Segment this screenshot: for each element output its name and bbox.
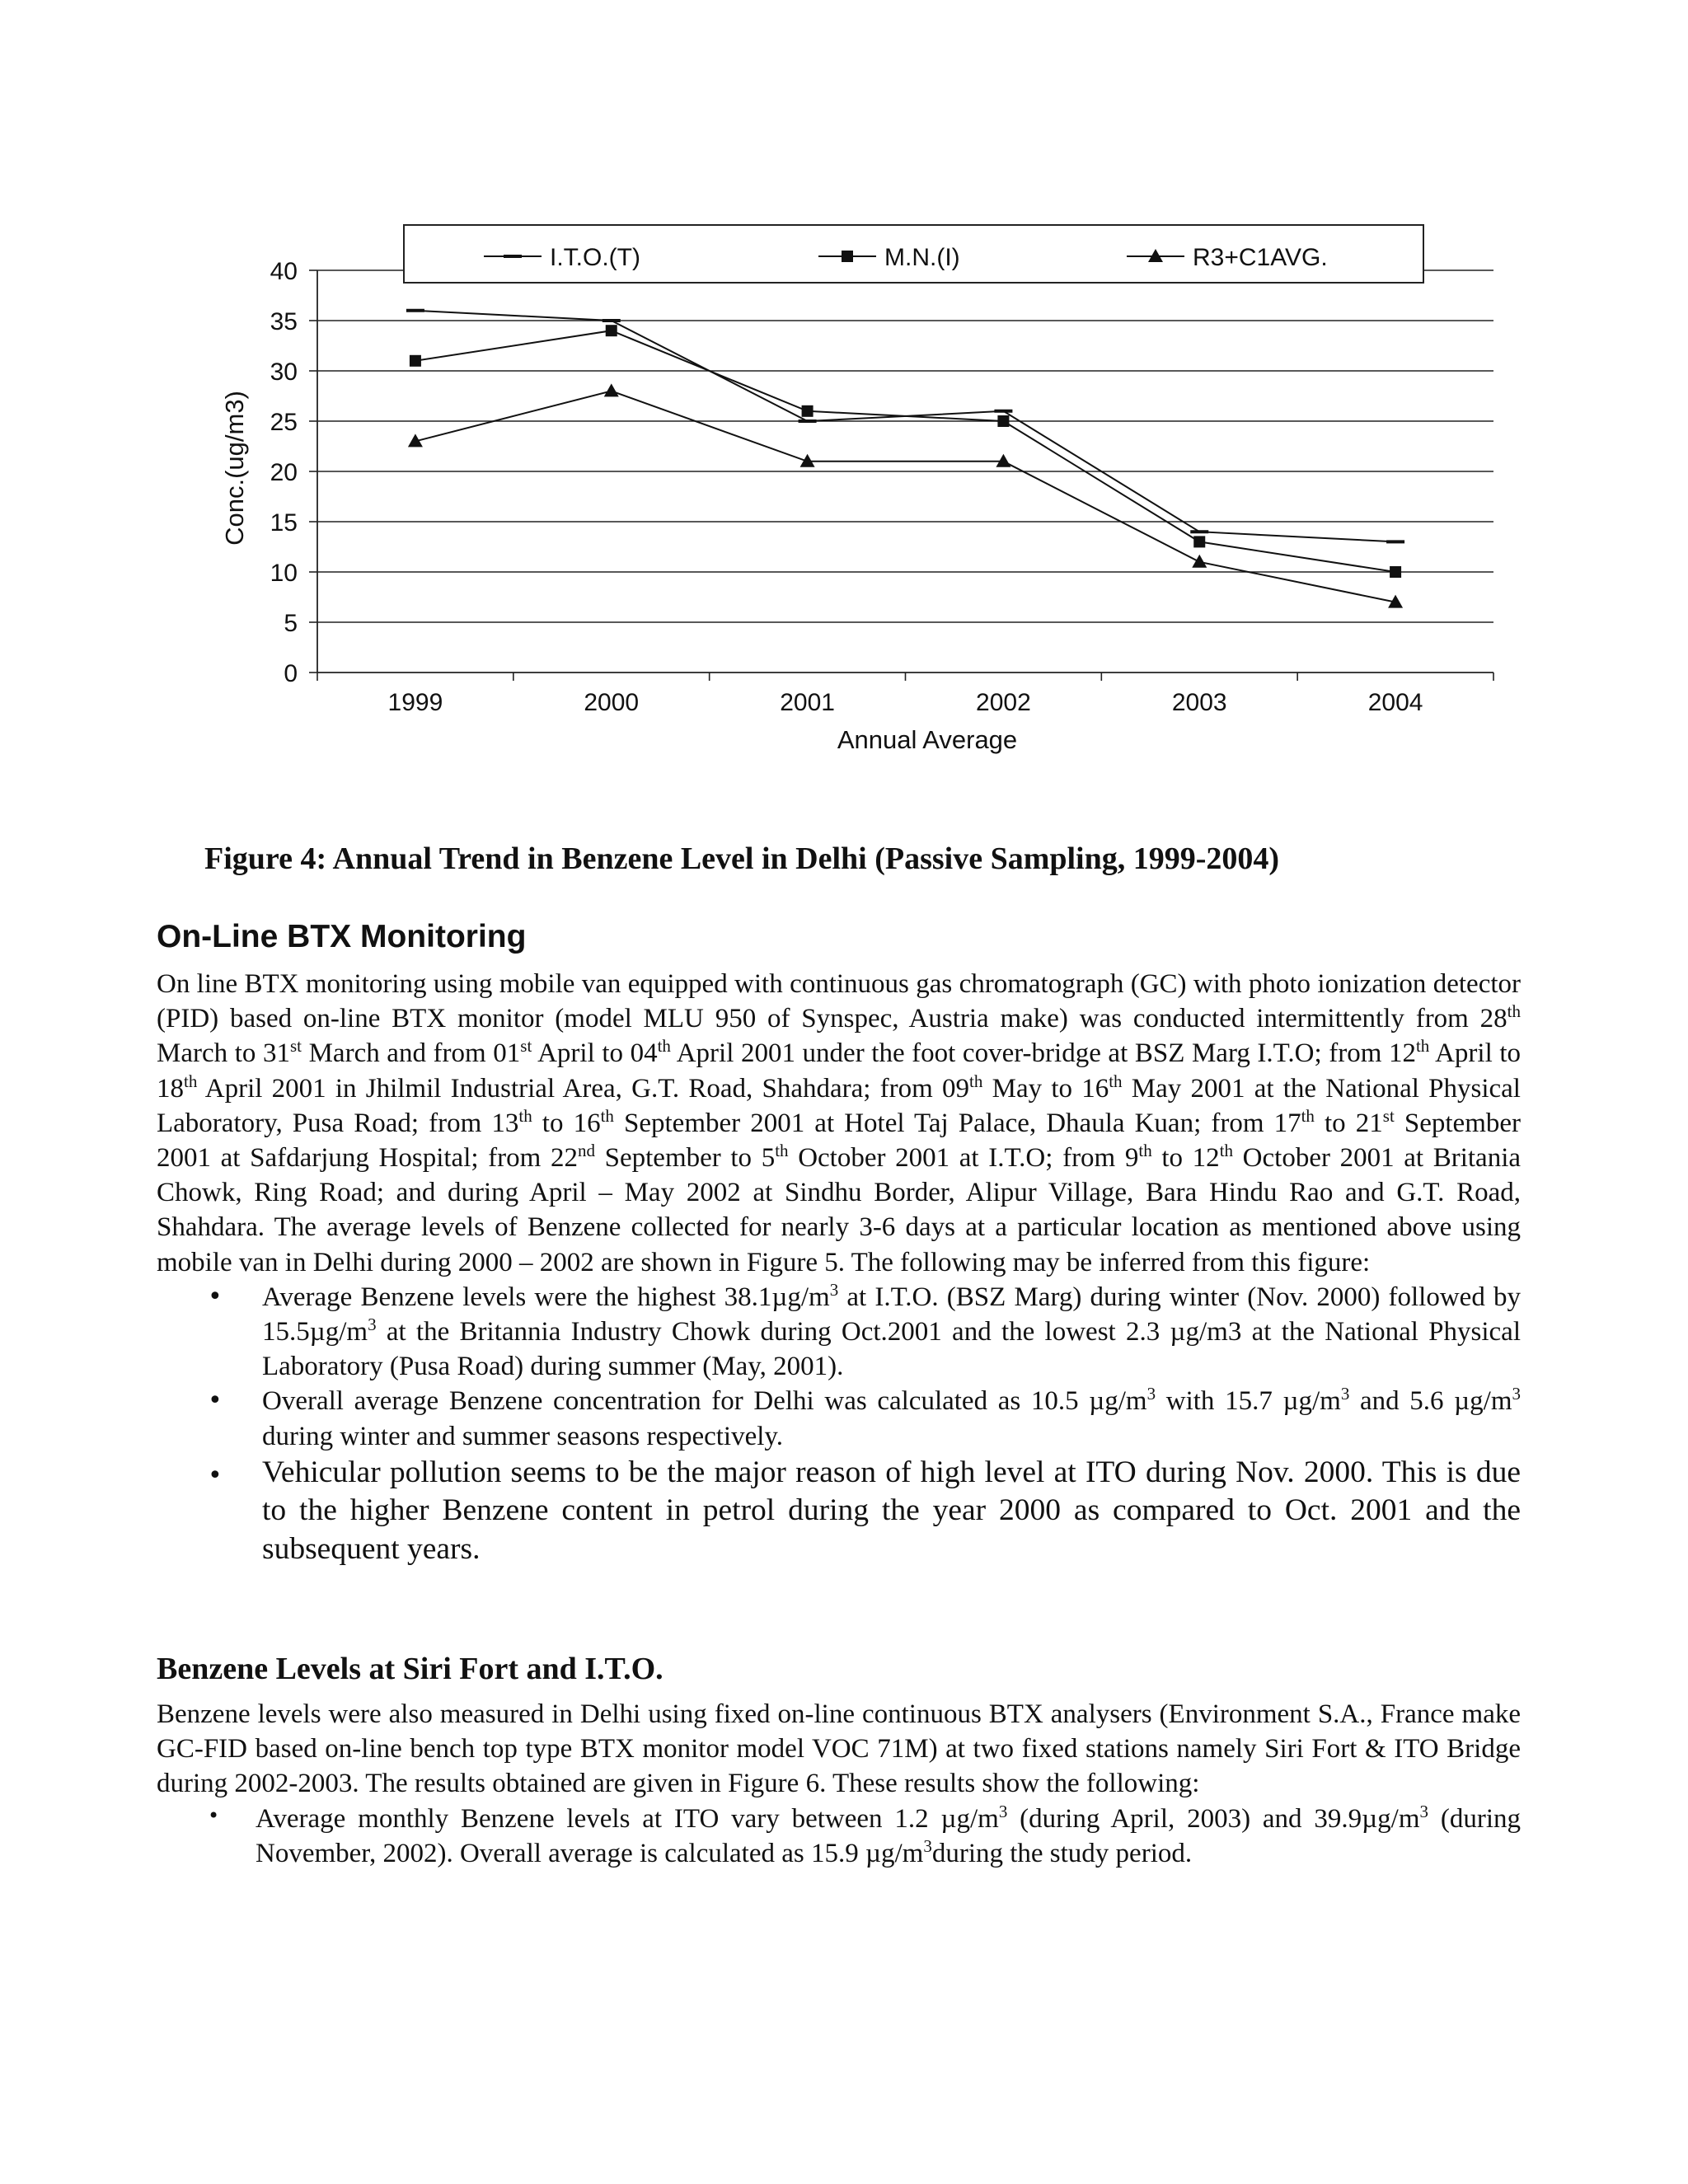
benzene-trend-chart [0,0,1688,824]
figure-caption: Figure 4: Annual Trend in Benzene Level in Delhi (Passive Sampling, 1999-2004) [204,841,1280,876]
y-tick-label: 0 [284,660,298,687]
chart-series [406,311,1404,608]
point-square [606,325,617,336]
section-online-btx [157,919,1521,1568]
series-line [415,330,1395,572]
point-square [842,251,853,262]
paragraph: Benzene levels were also measured in Delhi using fixed on-line continuous BTX analysers (Environment S.A., France make GC-FID based on-line bench top type BTX monitor model VOC 71M) at two fixed stations namely Siri Fort & ITO Bridge during 2002-2003. The results obtained are given in Figure 6. These results show the following: [157,1699,1521,1799]
point-square [802,405,814,417]
y-tick-label: 35 [270,308,298,335]
section-siri-fort-ito [157,1651,1521,1871]
chart-axes [270,258,1493,716]
y-tick-label: 5 [284,610,298,637]
list-item: • Vehicular pollution seems to be the major reason of high level at ITO during Nov. 2000. This is due to the higher Benzene content in petrol during the year 2000 as compared to Oct. 2001 and the subsequent years. [208,1455,1521,1566]
y-axis-label: Conc.(ug/m3) [220,391,249,546]
y-tick-label: 15 [270,509,298,537]
bullet-icon: • [208,1460,223,1490]
bullet-list [157,1802,1521,1871]
y-tick-label: 30 [270,359,298,386]
bullet-icon: • [208,1386,223,1416]
series-group [408,383,1403,607]
list-item: • Average Benzene levels were the highest $38.1\mu g/m^3$ at I.T.O. (BSZ Marg) during winter (Nov. 2000) followed by $15.5\mu g/m^3$ at the Britannia Industry Chowk during Oct.2001 and the lowest 2.3 µg/m3 at the National Physical Laboratory (Pusa Road) during summer (May, 2001). [208,1279,1521,1382]
x-tick-label: 2003 [1171,689,1227,716]
legend-label: M.N.(I) [884,244,960,271]
bullet-icon: • [208,1282,223,1311]
x-tick-label: 2002 [976,689,1031,716]
point-triangle [1192,555,1207,568]
chart-gridlines [317,270,1493,622]
y-tick-label: 10 [270,560,298,587]
point-square [1193,536,1205,547]
x-tick-label: 2004 [1367,689,1423,716]
series-group [406,311,1404,542]
bullet-icon: • [208,1803,220,1827]
legend-label: I.T.O.(T) [550,244,640,271]
point-triangle [604,383,619,396]
series-line [415,311,1395,542]
series-group [410,325,1401,578]
y-tick-label: 40 [270,258,298,285]
section-heading: On-Line BTX Monitoring [157,919,527,954]
paragraph: On line BTX monitoring using mobile van equipped with continuous gas chromatograph (GC) with photo ionization detector (PID) based on-line BTX monitor (model MLU 950 of Synspec, Austria make) was conducted intermittently from 28th March to 31st March and from 01st April to 04th April 2001 under the foot cover-bridge at BSZ Marg I.T.O; from 12th April to 18th April 2001 in Jhilmil Industrial Area, G.T. Road, Shahdara; from 09th May to 16th May 2001 at the National Physical Laboratory, Pusa Road; from 13th to 16th September 2001 at Hotel Taj Palace, Dhaula Kuan; from 17th to 21st September 2001 at Safdarjung Hospital; from 22nd September to 5th October 2001 at I.T.O; from 9th to 12th October 2001 at Britania Chowk, Ring Road; and during April – May 2002 at Sindhu Border, Alipur Village, Bara Hindu Rao and G.T. Road, Shahdara. The average levels of Benzene collected for nearly 3-6 days at a particular location as mentioned above using mobile van in Delhi during 2000 – 2002 are shown in Figure 5. The following may be inferred from this figure: [157,969,1522,1277]
series-line [415,391,1395,602]
y-tick-label: 20 [270,459,298,486]
x-tick-label: 1999 [387,689,443,716]
y-tick-label: 25 [270,409,298,436]
x-tick-label: 2000 [584,689,640,716]
list-item: • Average monthly Benzene levels at ITO vary between 1.2 $\mu g/m^3$ (during April, 2003) and $39.9\mu g/m^3$ (during November, 2002). Overall average is calculated as 15.9 $\mu g/m^3during$ the study period. [157,1802,1521,1871]
list-item: • Overall average Benzene concentration for Delhi was calculated as 10.5 $\mu g/m^3$ with 15.7 $\mu g/m^3$ and 5.6 $\mu g/m^3$ during winter and summer seasons respectively. [208,1384,1521,1451]
point-square [997,415,1009,427]
bullet-list [157,1280,1521,1569]
x-tick-label: 2001 [780,689,835,716]
x-axis-label: Annual Average [837,725,1018,754]
point-square [410,355,421,367]
legend-label: R3+C1AVG. [1193,244,1328,271]
chart-legend [404,225,1423,283]
point-square [1390,566,1401,578]
section-heading: Benzene Levels at Siri Fort and I.T.O. [157,1652,663,1686]
